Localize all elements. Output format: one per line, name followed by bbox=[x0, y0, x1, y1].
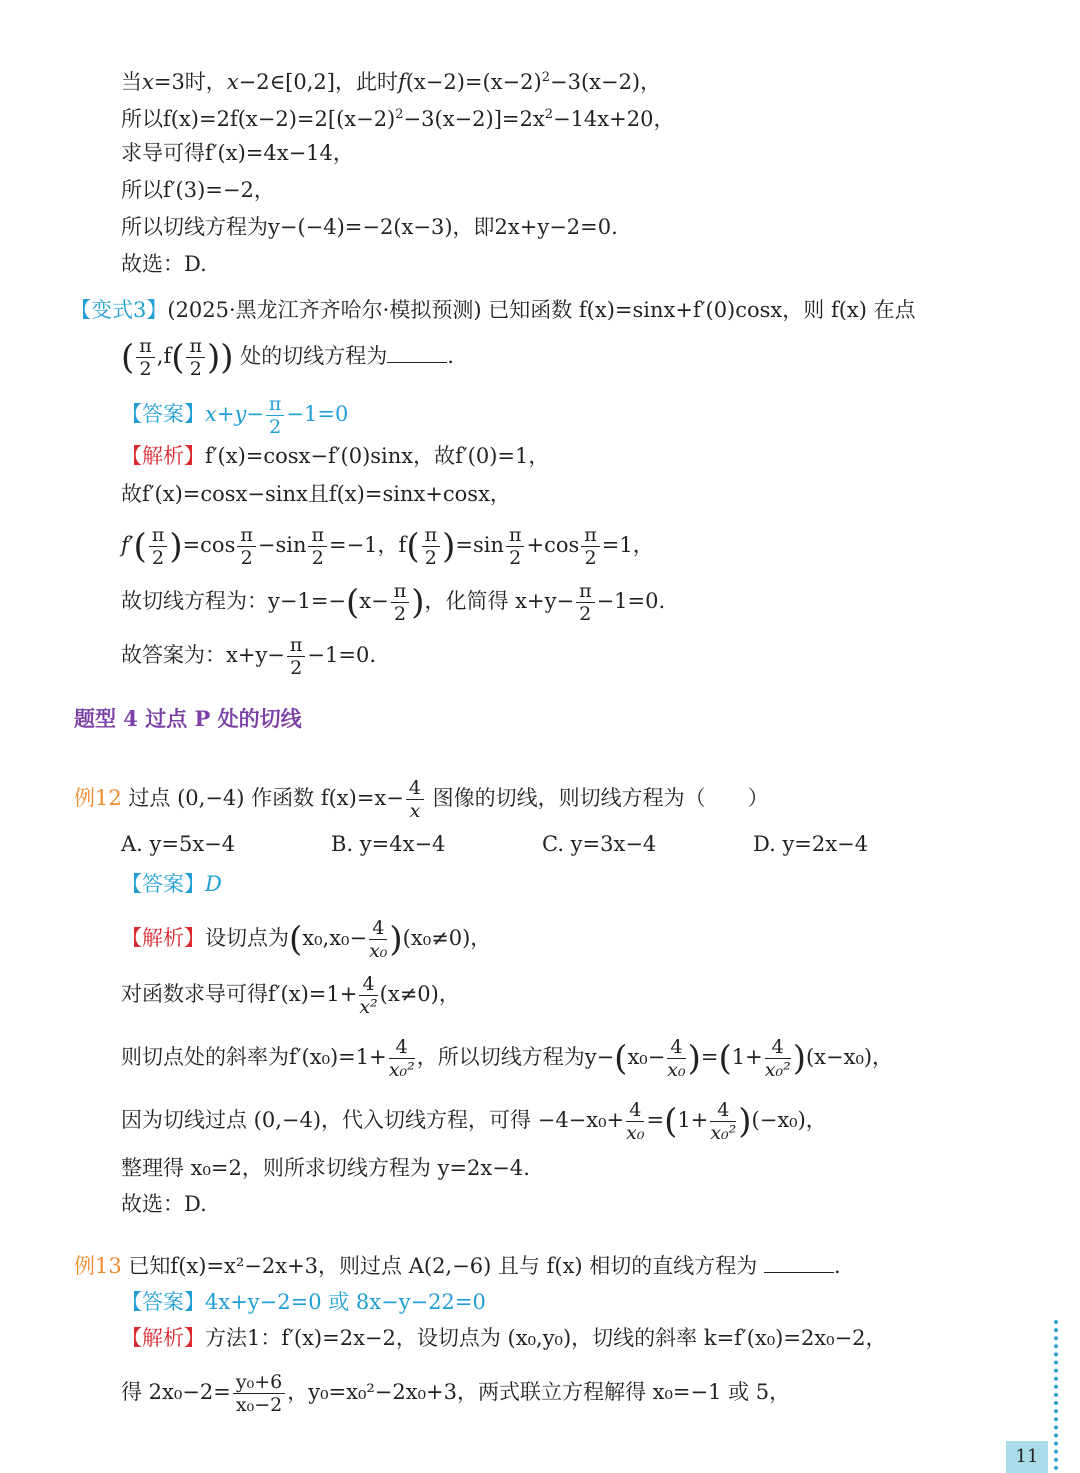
text: =−1，f bbox=[328, 533, 407, 557]
numerator: 4 bbox=[765, 1036, 791, 1059]
fraction bbox=[233, 1371, 285, 1416]
fraction bbox=[391, 580, 410, 625]
text: =3时， bbox=[153, 70, 227, 94]
paren: ( bbox=[133, 526, 147, 567]
paren: ) bbox=[442, 526, 456, 567]
denominator: x₀−2 bbox=[235, 1394, 283, 1416]
example-label: 例12 bbox=[74, 786, 122, 810]
denominator: 2 bbox=[139, 358, 152, 380]
fraction bbox=[581, 524, 600, 569]
text: 1+ bbox=[677, 1108, 709, 1132]
text: 设切点为 bbox=[205, 926, 289, 950]
section-title: 题型 4 过点 P 处的切线 bbox=[74, 706, 302, 731]
solution-line bbox=[121, 1036, 893, 1081]
text: (x₀≠0)， bbox=[402, 926, 492, 950]
choice-b[interactable]: B. y=4x−4 bbox=[331, 832, 446, 856]
choice-d[interactable]: D. y=2x−4 bbox=[753, 832, 869, 856]
text: (x−x₀)， bbox=[805, 1045, 894, 1069]
example13-analysis bbox=[121, 1323, 887, 1353]
fraction bbox=[506, 524, 525, 569]
text: −3(x−2)]=2x bbox=[403, 107, 545, 131]
question-text: 过点 (0,−4) 作函数 f(x)=x− bbox=[128, 786, 404, 810]
numerator: π bbox=[308, 524, 327, 547]
paren: ( bbox=[289, 919, 303, 960]
denominator: 2 bbox=[584, 547, 597, 569]
fraction bbox=[136, 335, 155, 380]
text: =sin bbox=[455, 533, 504, 557]
numerator: π bbox=[186, 335, 205, 358]
text: ，所以切线方程为y− bbox=[416, 1045, 615, 1069]
solution-line bbox=[121, 1371, 790, 1416]
denominator: 2 bbox=[311, 547, 324, 569]
answer-text: D bbox=[205, 872, 222, 896]
numerator: 4 bbox=[626, 1099, 644, 1122]
text: −1=0. bbox=[596, 589, 666, 613]
variant3-question-cont bbox=[121, 335, 454, 380]
choice-c[interactable]: C. y=3x−4 bbox=[542, 832, 657, 856]
text: 得 2x₀−2= bbox=[121, 1380, 231, 1404]
fraction bbox=[266, 393, 285, 438]
paren: ( bbox=[718, 1038, 732, 1079]
example12-analysis bbox=[121, 917, 491, 962]
question-text: (2025·黑龙江齐齐哈尔·模拟预测) 已知函数 f(x)=sinx+f′(0)cosx，则 f(x) 在点 bbox=[167, 298, 916, 322]
numerator: π bbox=[581, 524, 600, 547]
margin-dots bbox=[1054, 1320, 1064, 1470]
fraction bbox=[389, 1036, 415, 1081]
text: 故答案为：x+y− bbox=[121, 643, 285, 667]
question-text: 图像的切线，则切线方程为（ ） bbox=[432, 786, 769, 810]
exponent: 2 bbox=[544, 107, 553, 122]
choice-a[interactable]: A. y=5x−4 bbox=[121, 832, 236, 856]
text: +cos bbox=[526, 533, 580, 557]
answer-text: x+y− bbox=[205, 402, 264, 426]
text: x₀,x₀− bbox=[302, 926, 368, 950]
numerator: 4 bbox=[369, 917, 387, 940]
variant3-analysis bbox=[121, 441, 549, 471]
variant-label: 【变式3】 bbox=[70, 298, 168, 322]
denominator: 2 bbox=[152, 547, 165, 569]
solution-line bbox=[121, 973, 460, 1018]
text: ，y₀=x₀²−2x₀+3，两式联立方程解得 x₀=−1 或 5， bbox=[287, 1380, 791, 1404]
fraction bbox=[765, 1036, 791, 1081]
solution-line: 故f′(x)=cosx−sinx且f(x)=sinx+cosx， bbox=[121, 482, 511, 506]
denominator: x₀² bbox=[710, 1122, 737, 1144]
text: x₀− bbox=[627, 1045, 666, 1069]
fraction bbox=[576, 580, 595, 625]
numerator: π bbox=[149, 524, 168, 547]
numerator: π bbox=[506, 524, 525, 547]
text: 方法1：f′(x)=2x−2，设切点为 (x₀,y₀)，切线的斜率 k=f′(x₀)=2x₀−2， bbox=[205, 1326, 887, 1350]
solution-line: 故选：D. bbox=[121, 252, 207, 276]
exponent: 2 bbox=[541, 70, 550, 85]
solution-line bbox=[121, 1099, 827, 1144]
page-number: 11 bbox=[1006, 1441, 1048, 1473]
denominator: x₀ bbox=[626, 1122, 645, 1144]
paren: ( bbox=[171, 337, 185, 378]
text: −3(x−2)， bbox=[549, 70, 662, 94]
text: = bbox=[646, 1108, 665, 1132]
solution-line: 故选：D. bbox=[121, 1192, 207, 1216]
numerator: y₀+6 bbox=[233, 1371, 285, 1394]
solution-line: 所以切线方程为y−(−4)=−2(x−3)，即2x+y−2=0. bbox=[121, 215, 618, 239]
paren: ( bbox=[406, 526, 420, 567]
fraction bbox=[369, 917, 387, 962]
answer-label: 【答案】 bbox=[121, 402, 205, 426]
fraction bbox=[710, 1099, 736, 1144]
numerator: π bbox=[266, 393, 285, 416]
paren: ) bbox=[687, 1038, 701, 1079]
answer-blank bbox=[387, 344, 447, 363]
example12-answer bbox=[121, 869, 222, 899]
denominator: 2 bbox=[393, 603, 407, 625]
text: ，化简得 x+y− bbox=[424, 589, 575, 613]
paren: ( bbox=[614, 1038, 628, 1079]
text: . bbox=[833, 1254, 841, 1278]
numerator: 4 bbox=[359, 973, 377, 996]
variant3-question bbox=[70, 295, 916, 325]
text: 所以 bbox=[121, 107, 163, 131]
solution-line bbox=[121, 634, 376, 679]
text: −sin bbox=[257, 533, 307, 557]
var: f bbox=[397, 70, 406, 94]
numerator: 4 bbox=[667, 1036, 685, 1059]
text: f(x)=2f(x−2)=2[(x−2) bbox=[163, 107, 396, 131]
paren: ( bbox=[121, 337, 135, 378]
text: = bbox=[700, 1045, 719, 1069]
text: −1=0. bbox=[307, 643, 376, 667]
denominator: 2 bbox=[240, 547, 253, 569]
numerator: 4 bbox=[710, 1099, 736, 1122]
text: ,f bbox=[156, 344, 172, 368]
example12-question bbox=[74, 777, 769, 822]
text: f′(x)=cosx−f′(0)sinx，故f′(0)=1， bbox=[205, 444, 550, 468]
text: −2∈[0,2]，此时 bbox=[238, 70, 398, 94]
paren: ) bbox=[169, 526, 183, 567]
numerator: 4 bbox=[406, 777, 424, 800]
denominator: 2 bbox=[269, 416, 282, 438]
denominator: x₀² bbox=[388, 1059, 415, 1081]
fraction bbox=[237, 524, 256, 569]
text: =1， bbox=[601, 533, 654, 557]
denominator: x₀ bbox=[369, 940, 388, 962]
exponent: 2 bbox=[395, 107, 404, 122]
denominator: x² bbox=[359, 996, 378, 1018]
text: 1+ bbox=[731, 1045, 763, 1069]
numerator: 4 bbox=[389, 1036, 415, 1059]
fraction bbox=[186, 335, 205, 380]
solution-line bbox=[121, 63, 661, 97]
var: x bbox=[226, 70, 239, 94]
example13-answer bbox=[121, 1287, 486, 1317]
denominator: 2 bbox=[189, 358, 202, 380]
numerator: π bbox=[576, 580, 595, 603]
text: . bbox=[447, 344, 454, 368]
fraction bbox=[406, 777, 424, 822]
solution-line: 求导可得f′(x)=4x−14， bbox=[121, 141, 354, 165]
text: =cos bbox=[182, 533, 236, 557]
answer-blank bbox=[764, 1254, 834, 1273]
analysis-label: 【解析】 bbox=[121, 1326, 205, 1350]
paren: ) bbox=[411, 582, 425, 623]
paren: ) bbox=[389, 919, 403, 960]
fraction bbox=[287, 634, 306, 679]
paren: ) bbox=[792, 1038, 806, 1079]
denominator: x₀ bbox=[667, 1059, 686, 1081]
analysis-label: 【解析】 bbox=[121, 444, 205, 468]
answer-text: −1=0 bbox=[286, 402, 349, 426]
text: f′ bbox=[121, 533, 134, 557]
solution-line: 所以f′(3)=−2， bbox=[121, 178, 275, 202]
text: 因为切线过点 (0,−4)，代入切线方程，可得 −4−x₀+ bbox=[121, 1108, 625, 1132]
numerator: π bbox=[136, 335, 155, 358]
fraction bbox=[359, 973, 377, 1018]
question-text: 已知f(x)=x²−2x+3，则过点 A(2,−6) 且与 f(x) 相切的直线方程为 bbox=[128, 1254, 758, 1278]
text: 当 bbox=[121, 70, 142, 94]
solution-line bbox=[121, 100, 674, 134]
paren: ( bbox=[664, 1101, 678, 1142]
answer-text: 4x+y−2=0 或 8x−y−22=0 bbox=[205, 1290, 486, 1314]
solution-line bbox=[121, 524, 654, 569]
text: 故切线方程为：y−1=− bbox=[121, 589, 347, 613]
numerator: π bbox=[391, 580, 410, 603]
solution-line: 整理得 x₀=2，则所求切线方程为 y=2x−4. bbox=[121, 1156, 530, 1180]
fraction bbox=[422, 524, 441, 569]
fraction bbox=[626, 1099, 644, 1144]
answer-label: 【答案】 bbox=[121, 1290, 205, 1314]
text: 则切点处的斜率为f′(x₀)=1+ bbox=[121, 1045, 387, 1069]
denominator: 2 bbox=[509, 547, 522, 569]
denominator: x bbox=[409, 800, 421, 822]
example13-question bbox=[74, 1251, 841, 1281]
text: (x−2)=(x−2) bbox=[405, 70, 542, 94]
analysis-label: 【解析】 bbox=[121, 926, 205, 950]
paren: ) bbox=[220, 337, 234, 378]
numerator: π bbox=[237, 524, 256, 547]
paren: ( bbox=[346, 582, 360, 623]
answer-label: 【答案】 bbox=[121, 872, 205, 896]
fraction bbox=[308, 524, 327, 569]
denominator: 2 bbox=[579, 603, 592, 625]
text: (−x₀)， bbox=[751, 1108, 827, 1132]
denominator: x₀² bbox=[764, 1059, 791, 1081]
solution-line bbox=[121, 580, 665, 625]
variant3-answer bbox=[121, 393, 348, 438]
paren: ) bbox=[206, 337, 221, 378]
denominator: 2 bbox=[290, 657, 303, 679]
text: x− bbox=[359, 589, 389, 613]
fraction bbox=[667, 1036, 685, 1081]
text: 对函数求导可得f′(x)=1+ bbox=[121, 982, 358, 1006]
text: −14x+20， bbox=[552, 107, 675, 131]
paren: ) bbox=[738, 1101, 752, 1142]
example-label: 例13 bbox=[74, 1254, 122, 1278]
denominator: 2 bbox=[424, 547, 437, 569]
fraction bbox=[149, 524, 168, 569]
text: 处的切线方程为 bbox=[240, 344, 388, 368]
numerator: π bbox=[287, 634, 306, 657]
text: (x≠0)， bbox=[379, 982, 460, 1006]
var: x bbox=[142, 70, 154, 94]
numerator: π bbox=[422, 524, 441, 547]
